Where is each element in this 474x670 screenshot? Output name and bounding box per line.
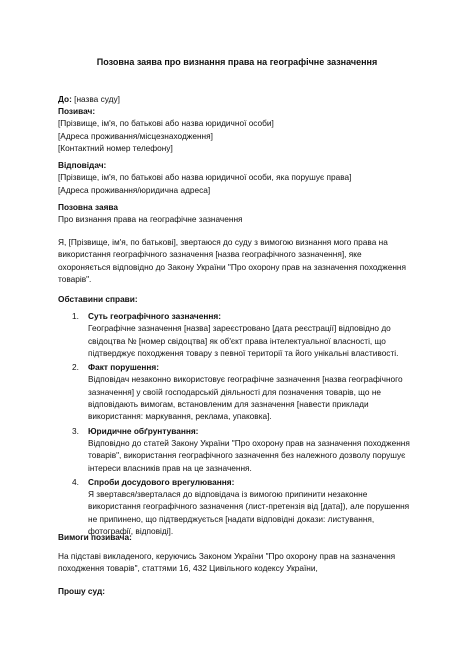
- defendant-name: [Прізвище, ім'я, по батькові або назва юридичної особи, яка порушує права]: [58, 172, 352, 183]
- requirements-heading: Вимоги позивача:: [58, 532, 132, 542]
- plaintiff-phone: [Контактний номер телефону]: [58, 142, 173, 153]
- plaintiff-block: [58, 105, 416, 154]
- item-text: Географічне зазначення [назва] зареєстровано [дата реєстрації] відповідно до свідоцтва № [номер свідоцтва] як об'єкт права інтелектуальної власності, що підтверджує походження товару з певної території та його унікальні властивості.: [88, 323, 399, 358]
- request-heading: Прошу суд:: [58, 586, 105, 596]
- court-block: [58, 93, 416, 105]
- item-number: 3.: [72, 425, 79, 436]
- claim-label: Позовна заява: [58, 202, 119, 212]
- item-number: 4.: [72, 476, 79, 487]
- item-title: Юридичне обґрунтування:: [88, 425, 199, 436]
- item-title: Факт порушення:: [88, 362, 160, 373]
- list-item: [58, 476, 416, 537]
- claim-block: [58, 201, 416, 226]
- list-item: [58, 361, 416, 422]
- plaintiff-label: Позивач:: [58, 106, 96, 116]
- item-number: 2.: [72, 362, 79, 373]
- court-label: До:: [58, 94, 72, 104]
- defendant-label: Відповідач:: [58, 160, 107, 170]
- circumstances-list: [58, 310, 416, 539]
- item-text: Відповідно до статей Закону України "Про охорону прав на зазначення походження товарів", використання географічного зазначення без належного дозволу порушує інтереси власників прав на це зазначення.: [88, 437, 410, 473]
- item-title: Спроби досудового врегулювання:: [88, 476, 235, 487]
- court-value: [назва суду]: [71, 94, 120, 104]
- circumstances-heading: Обставини справи:: [58, 294, 138, 304]
- defendant-address: [Адреса проживання/юридична адреса]: [58, 184, 211, 195]
- plaintiff-name: [Прізвище, ім'я, по батькові або назва юридичної особи]: [58, 118, 274, 129]
- document-title: Позовна заява про визнання права на географічне зазначення: [96, 57, 378, 67]
- defendant-block: [58, 159, 416, 196]
- list-item: [58, 425, 416, 474]
- claim-subject: Про визнання права на географічне зазначення: [58, 214, 243, 225]
- item-text: Я звертався/зверталася до відповідача із вимогою припинити незаконне використання географічного зазначення (лист-претензія від [дата]), але порушення не припинено, що підтверджується [надати відповідні докази: листування, фотографії, відповіді].: [88, 489, 410, 537]
- item-number: 1.: [72, 311, 79, 321]
- plaintiff-address: [Адреса проживання/місцезнаходження]: [58, 130, 213, 141]
- item-title: Суть географічного зазначення:: [88, 311, 221, 321]
- requirements-text: На підставі викладеного, керуючись Законом України "Про охорону прав на зазначення походження товарів", статтями 16, 432 Цивільного кодексу України,: [58, 551, 396, 574]
- item-text: Відповідач незаконно використовує географічне зазначення [назва географічного зазначення] у своїй господарській діяльності для позначення товарів, що не відповідають вимогам, встановленим для зазначення [навести приклади використання: маркування, реклама, упаковка].: [88, 374, 403, 422]
- intro-paragraph: Я, [Прізвище, ім'я, по батькові], звертаюся до суду з вимогою визнання мого права на використання географічного зазначення [назва географічного зазначення], яке охороняється відповідно до Закону України "Про охорону прав на зазначення походження товарів".: [58, 237, 406, 284]
- list-item: [58, 310, 416, 359]
